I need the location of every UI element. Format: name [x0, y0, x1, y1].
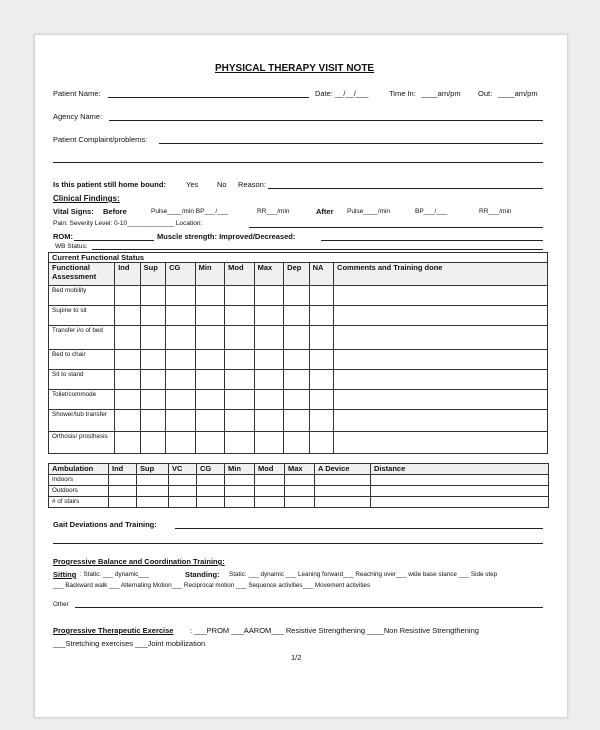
- row-label: Outdoors: [52, 487, 78, 494]
- home-bound-question: Is this patient still home bound:: [53, 180, 166, 189]
- time-in-label: Time In:: [389, 89, 416, 98]
- table-cell[interactable]: [254, 286, 284, 306]
- home-bound-reason-field[interactable]: [268, 188, 543, 189]
- pain-location-field[interactable]: [249, 227, 543, 228]
- table-cell[interactable]: [166, 370, 196, 390]
- table-row: [49, 497, 549, 508]
- table-cell[interactable]: [169, 486, 197, 497]
- column-header-sup: Sup: [140, 263, 165, 286]
- column-header-min: Min: [195, 263, 225, 286]
- table-cell[interactable]: [225, 306, 255, 326]
- table-cell[interactable]: [115, 306, 140, 326]
- rr-before-field[interactable]: RR___/min: [257, 208, 290, 215]
- muscle-strength-label: Muscle strength: Improved/Decreased:: [157, 232, 296, 241]
- table-cell[interactable]: [315, 475, 371, 486]
- comment-cell[interactable]: [334, 432, 548, 454]
- table-cell[interactable]: [225, 410, 255, 432]
- row-label: Bed to chair: [52, 351, 86, 358]
- column-header-na: NA: [309, 263, 333, 286]
- home-bound-reason-label: Reason:: [238, 180, 266, 189]
- agency-name-field[interactable]: [109, 120, 543, 121]
- table-cell[interactable]: [115, 370, 140, 390]
- table-cell[interactable]: [169, 475, 197, 486]
- rom-label: ROM:: [53, 232, 73, 241]
- table-cell[interactable]: [195, 350, 225, 370]
- table-cell[interactable]: [166, 390, 196, 410]
- patient-complaint-line-2[interactable]: [53, 162, 543, 163]
- time-out-label: Out:: [478, 89, 493, 98]
- row-label: Sit to stand: [52, 371, 84, 378]
- functional-status-table: [48, 252, 548, 454]
- table-cell[interactable]: [195, 410, 225, 432]
- wb-status-label: WB Status:: [55, 243, 88, 250]
- after-label: After: [316, 207, 334, 216]
- table-cell[interactable]: [309, 432, 333, 454]
- pulse-after-field[interactable]: Pulse____/min: [347, 208, 390, 215]
- table-cell[interactable]: [166, 410, 196, 432]
- comment-cell[interactable]: [334, 410, 548, 432]
- comment-cell[interactable]: [334, 350, 548, 370]
- table-cell[interactable]: [284, 306, 309, 326]
- table-cell[interactable]: [109, 486, 137, 497]
- functional-status-title: Current Functional Status: [49, 253, 548, 263]
- pulse-bp-before-field[interactable]: Pulse____/min BP___/___: [151, 208, 228, 215]
- table-cell[interactable]: [284, 326, 309, 350]
- table-cell[interactable]: [140, 370, 165, 390]
- table-cell[interactable]: [254, 306, 284, 326]
- table-cell[interactable]: [225, 326, 255, 350]
- row-label: # of stairs: [52, 498, 80, 505]
- table-cell[interactable]: [115, 432, 140, 454]
- document-page: [34, 34, 568, 718]
- table-cell[interactable]: [225, 370, 255, 390]
- table-row: [49, 350, 548, 370]
- table-cell[interactable]: [225, 486, 255, 497]
- patient-complaint-label: Patient Complaint/problems:: [53, 135, 148, 144]
- comment-cell[interactable]: [334, 370, 548, 390]
- table-cell[interactable]: [284, 390, 309, 410]
- table-cell[interactable]: [166, 350, 196, 370]
- table-cell[interactable]: [315, 486, 371, 497]
- table-cell[interactable]: [309, 390, 333, 410]
- table-cell[interactable]: [195, 390, 225, 410]
- table-cell[interactable]: [309, 350, 333, 370]
- table-row: [49, 432, 548, 454]
- vital-signs-label: Vital Signs:: [53, 207, 94, 216]
- table-cell[interactable]: [371, 497, 549, 508]
- table-cell[interactable]: [254, 432, 284, 454]
- home-bound-no[interactable]: No: [217, 180, 227, 189]
- table-cell[interactable]: [225, 432, 255, 454]
- table-cell[interactable]: [225, 475, 255, 486]
- table-cell[interactable]: [371, 475, 549, 486]
- exercise-options-line-1[interactable]: : ___PROM ___AAROM___ Resistive Strengthening ____Non Resistive Strengthening: [190, 626, 479, 635]
- table-cell[interactable]: [109, 497, 137, 508]
- column-header-min: Min: [225, 464, 255, 475]
- column-header-cg: CG: [197, 464, 225, 475]
- therapeutic-exercise-heading: Progressive Therapeutic Exercise: [53, 626, 174, 635]
- ambulation-table: [48, 463, 549, 508]
- time-out-field[interactable]: ____am/pm: [498, 89, 538, 98]
- table-row: [49, 475, 549, 486]
- table-cell[interactable]: [254, 410, 284, 432]
- column-header-cg: CG: [166, 263, 196, 286]
- table-cell[interactable]: [285, 486, 315, 497]
- table-cell[interactable]: [309, 286, 333, 306]
- date-field[interactable]: __/__/___: [335, 89, 369, 98]
- standing-options[interactable]: Static: ___ dynamic ___ Leaning forward___ Reaching over___ wide base stance ___ Side step: [229, 571, 498, 578]
- table-cell[interactable]: [254, 370, 284, 390]
- table-cell[interactable]: [140, 390, 165, 410]
- table-cell[interactable]: [285, 497, 315, 508]
- table-cell[interactable]: [115, 350, 140, 370]
- table-cell[interactable]: [195, 286, 225, 306]
- balance-training-heading: Progressive Balance and Coordination Training:: [53, 557, 225, 566]
- table-cell[interactable]: [166, 286, 196, 306]
- column-header-sup: Sup: [137, 464, 169, 475]
- table-cell[interactable]: [285, 475, 315, 486]
- table-cell[interactable]: [254, 350, 284, 370]
- comment-cell[interactable]: [334, 326, 548, 350]
- table-cell[interactable]: [195, 306, 225, 326]
- table-row: [49, 410, 548, 432]
- table-cell[interactable]: [169, 497, 197, 508]
- table-cell[interactable]: [254, 390, 284, 410]
- table-cell[interactable]: [255, 475, 285, 486]
- home-bound-yes[interactable]: Yes: [186, 180, 199, 189]
- table-row: [49, 486, 549, 497]
- agency-name-label: Agency Name:: [53, 112, 103, 121]
- table-cell[interactable]: [309, 326, 333, 350]
- table-cell[interactable]: [140, 306, 165, 326]
- column-header-mod: Mod: [255, 464, 285, 475]
- sitting-options[interactable]: : Static: ___ dynamic___: [80, 571, 149, 578]
- exercise-options-line-2[interactable]: ___Stretching exercises ___Joint mobilization: [53, 639, 206, 648]
- row-label: Orthosis/ prosthesis: [52, 433, 108, 440]
- column-header-ind: Ind: [115, 263, 140, 286]
- table-cell[interactable]: [115, 286, 140, 306]
- document-title: PHYSICAL THERAPY VISIT NOTE: [215, 63, 375, 74]
- table-cell[interactable]: [137, 497, 169, 508]
- patient-name-label: Patient Name:: [53, 89, 101, 98]
- other-field[interactable]: [75, 607, 543, 608]
- sitting-label: Sitting: [53, 570, 77, 579]
- column-header-functional-assessment: Functional Assessment: [49, 263, 115, 286]
- column-header-distance: Distance: [371, 464, 549, 475]
- column-header-ind: Ind: [109, 464, 137, 475]
- time-in-field[interactable]: ____am/pm: [421, 89, 461, 98]
- table-cell[interactable]: [315, 497, 371, 508]
- column-header-max: Max: [285, 464, 315, 475]
- table-cell[interactable]: [197, 475, 225, 486]
- table-row: [49, 326, 548, 350]
- comment-cell[interactable]: [334, 390, 548, 410]
- table-cell[interactable]: [195, 326, 225, 350]
- table-cell[interactable]: [225, 286, 255, 306]
- table-cell[interactable]: [166, 432, 196, 454]
- other-label: Other: [53, 601, 69, 608]
- before-label: Before: [103, 207, 127, 216]
- table-cell[interactable]: [109, 475, 137, 486]
- table-cell[interactable]: [255, 497, 285, 508]
- gait-deviations-field[interactable]: [175, 528, 543, 529]
- column-header-dep: Dep: [284, 263, 309, 286]
- column-header-a-device: A Device: [315, 464, 371, 475]
- table-cell[interactable]: [309, 410, 333, 432]
- table-cell[interactable]: [255, 486, 285, 497]
- table-cell[interactable]: [284, 286, 309, 306]
- table-cell[interactable]: [254, 326, 284, 350]
- table-cell[interactable]: [195, 370, 225, 390]
- table-cell[interactable]: [284, 350, 309, 370]
- table-cell[interactable]: [115, 326, 140, 350]
- column-header-ambulation: Ambulation: [49, 464, 109, 475]
- date-label: Date:: [315, 89, 333, 98]
- table-cell[interactable]: [140, 410, 165, 432]
- balance-options-line-2[interactable]: ___ Backward walk ___ Alternating Motion___ Reciprocal motion ___ Sequence activities___ Movement activities: [53, 582, 371, 589]
- table-cell[interactable]: [309, 306, 333, 326]
- muscle-strength-field[interactable]: [321, 240, 543, 241]
- row-label: Indoors: [52, 476, 74, 483]
- rom-field[interactable]: [74, 240, 154, 241]
- row-label: Toilet/commode: [52, 391, 97, 398]
- page-number: 1/2: [291, 653, 302, 662]
- table-cell[interactable]: [225, 390, 255, 410]
- column-header-mod: Mod: [225, 263, 255, 286]
- standing-label: Standing:: [185, 570, 220, 579]
- patient-name-field[interactable]: [108, 97, 309, 98]
- comment-cell[interactable]: [334, 286, 548, 306]
- table-cell[interactable]: [284, 410, 309, 432]
- table-cell[interactable]: [225, 497, 255, 508]
- comment-cell[interactable]: [334, 306, 548, 326]
- table-cell[interactable]: [137, 486, 169, 497]
- row-label: Shower/tub transfer: [52, 411, 107, 418]
- column-header-max: Max: [254, 263, 284, 286]
- row-label: Transfer i/o of bed: [52, 327, 103, 334]
- row-label: Supine to sit: [52, 307, 87, 314]
- table-cell[interactable]: [115, 390, 140, 410]
- gait-deviations-line-2[interactable]: [53, 543, 543, 544]
- table-cell[interactable]: [140, 286, 165, 306]
- table-cell[interactable]: [309, 370, 333, 390]
- table-cell[interactable]: [115, 410, 140, 432]
- table-cell[interactable]: [197, 497, 225, 508]
- table-cell[interactable]: [371, 486, 549, 497]
- table-cell[interactable]: [225, 350, 255, 370]
- table-cell[interactable]: [140, 350, 165, 370]
- table-cell[interactable]: [284, 370, 309, 390]
- wb-status-field[interactable]: [92, 249, 543, 250]
- bp-after-field[interactable]: BP___/___: [415, 208, 448, 215]
- table-cell[interactable]: [137, 475, 169, 486]
- table-row: [49, 390, 548, 410]
- table-row: [49, 306, 548, 326]
- patient-complaint-field[interactable]: [159, 143, 543, 144]
- table-cell[interactable]: [197, 486, 225, 497]
- column-header-comments: Comments and Training done: [334, 263, 548, 286]
- row-label: Bed mobility: [52, 287, 87, 294]
- table-row: [49, 286, 548, 306]
- clinical-findings-heading: Clinical Findings:: [53, 194, 120, 203]
- rr-after-field[interactable]: RR___/min: [479, 208, 512, 215]
- gait-deviations-label: Gait Deviations and Training:: [53, 520, 157, 529]
- table-cell[interactable]: [284, 432, 309, 454]
- table-cell[interactable]: [140, 326, 165, 350]
- pain-label: Pain: Severity Level: 0-10_____________ Location:: [53, 220, 203, 227]
- table-cell[interactable]: [195, 432, 225, 454]
- column-header-vc: VC: [169, 464, 197, 475]
- table-row: [49, 370, 548, 390]
- table-cell[interactable]: [140, 432, 165, 454]
- table-cell[interactable]: [166, 306, 196, 326]
- table-cell[interactable]: [166, 326, 196, 350]
